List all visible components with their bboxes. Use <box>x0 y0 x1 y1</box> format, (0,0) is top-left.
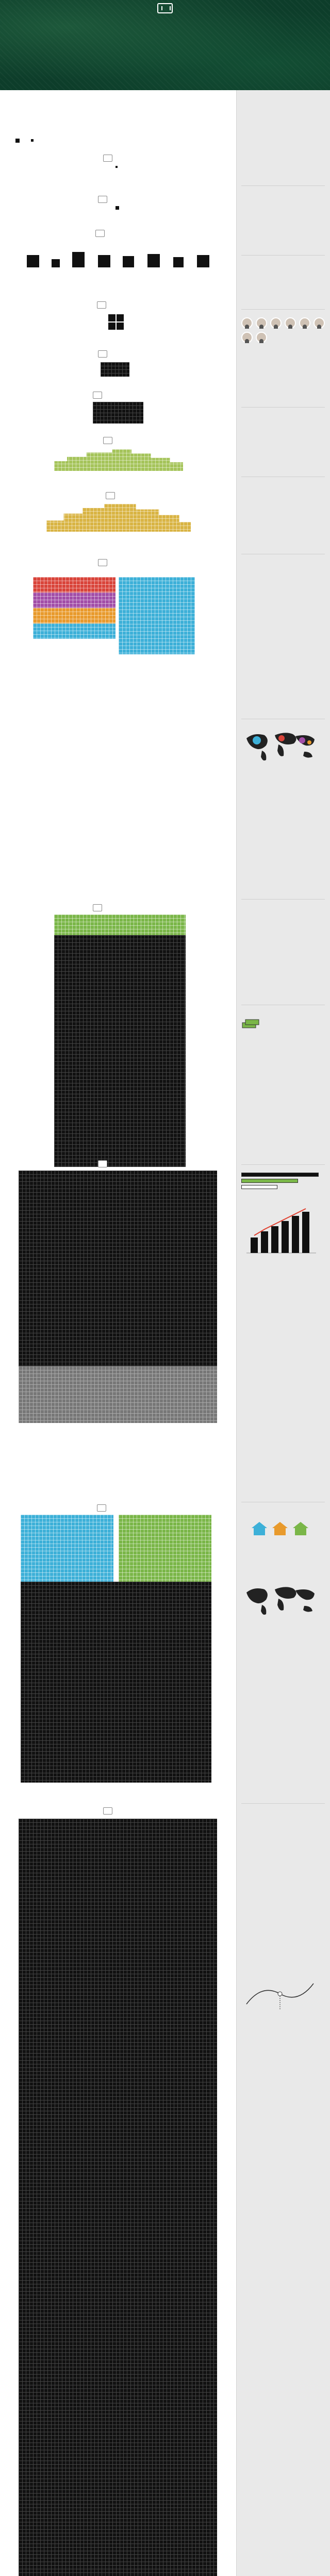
sidebar-section <box>241 412 325 415</box>
divider <box>241 1164 325 1165</box>
person-avatar <box>256 332 267 343</box>
divider <box>241 309 325 310</box>
billionaire-faces <box>241 317 325 343</box>
person-avatar <box>241 332 253 343</box>
debt-gray-grid <box>19 1366 217 1423</box>
person-avatar <box>299 317 310 329</box>
vc-logo-icon <box>157 3 173 13</box>
section-label <box>106 492 115 499</box>
sidebar-section <box>241 1170 325 1261</box>
sidebar-section <box>241 1808 325 2017</box>
divider <box>241 407 325 408</box>
section-label <box>97 1504 106 1512</box>
broad-money-grid <box>54 935 186 1167</box>
section-label <box>95 230 105 237</box>
realestate-green-grid <box>119 1515 211 1582</box>
sidebar-section <box>241 148 325 151</box>
divider <box>241 899 325 900</box>
intro-row <box>6 135 228 145</box>
value-block <box>116 206 119 210</box>
divider <box>241 1803 325 1804</box>
house-icons <box>241 1518 319 1538</box>
stock-red-grid <box>33 577 116 592</box>
sidebar-section <box>241 260 325 263</box>
stock-teal-grid <box>33 623 116 639</box>
derivatives-black-grid <box>19 1819 217 2576</box>
sidebar-section <box>241 1507 325 1618</box>
sidebar-section <box>241 559 325 562</box>
debt-bar-chart <box>241 1201 319 1258</box>
sidebar-section <box>241 904 325 907</box>
section-label <box>98 350 107 358</box>
section-label <box>98 196 107 203</box>
risk-curve-icon <box>241 1973 319 2014</box>
world-map-icon <box>241 1582 319 1618</box>
sidebar-section <box>241 191 325 193</box>
header-banner <box>0 0 330 90</box>
person-avatar <box>256 317 267 329</box>
divider <box>241 185 325 186</box>
value-grid <box>93 402 143 423</box>
sidebar-section <box>241 724 325 764</box>
narrow-money-grid <box>54 914 186 935</box>
section-label <box>103 155 112 162</box>
realestate-teal-grid <box>21 1515 113 1582</box>
value-grid <box>101 362 129 377</box>
square-icon <box>15 139 20 143</box>
section-label <box>98 1160 107 1167</box>
money-stack-icon <box>241 1018 262 1029</box>
sidebar-section <box>241 482 325 484</box>
section-label <box>97 301 106 309</box>
sidebar-section <box>241 1010 325 1031</box>
sidebar-column <box>236 90 330 2576</box>
companies-row <box>21 245 217 281</box>
debt-bars <box>241 1173 325 1189</box>
section-label <box>93 904 102 911</box>
world-map-icon <box>241 728 319 764</box>
small-square-icon <box>31 139 34 142</box>
value-cluster <box>103 314 134 335</box>
legend-small <box>31 138 36 143</box>
stock-big-teal-grid <box>119 577 195 654</box>
section-label <box>93 392 102 399</box>
section-label <box>103 1807 112 1815</box>
value-block <box>116 166 118 168</box>
stock-orange-grid <box>33 608 116 623</box>
sidebar-section <box>241 314 325 343</box>
person-avatar <box>314 317 325 329</box>
global-debt-grid <box>19 1171 217 1366</box>
realestate-black-grid <box>21 1582 211 1783</box>
divider <box>241 255 325 256</box>
legend-large <box>15 138 22 143</box>
person-avatar <box>241 317 253 329</box>
section-label <box>98 559 107 566</box>
section-label <box>103 437 112 444</box>
person-avatar <box>285 317 296 329</box>
person-avatar <box>270 317 282 329</box>
stock-purple-grid <box>33 592 116 608</box>
